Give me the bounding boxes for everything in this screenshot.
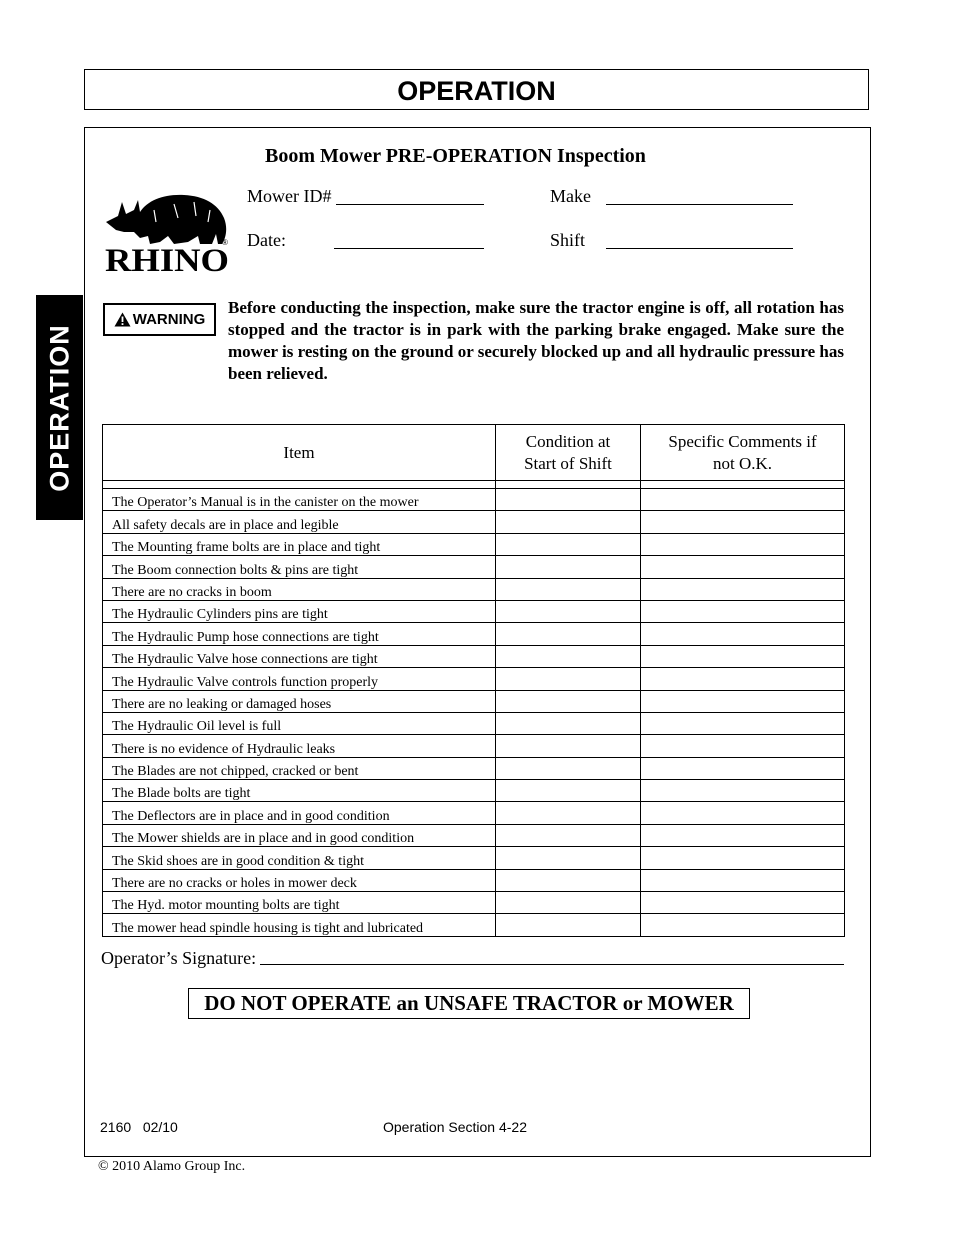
condition-cell[interactable] [496,489,641,511]
page-title: OPERATION [397,76,556,106]
checklist-item: The Blades are not chipped, cracked or bent [103,757,496,779]
shift-field-line[interactable] [606,248,793,249]
make-field-line[interactable] [606,204,793,205]
shift-label: Shift [550,230,586,250]
condition-header-line2: Start of Shift [524,453,612,473]
condition-cell[interactable] [496,533,641,555]
condition-cell[interactable] [496,869,641,891]
checklist-item: There are no cracks in boom [103,578,496,600]
checklist-item: There are no leaking or damaged hoses [103,690,496,712]
comments-cell[interactable] [641,892,845,914]
checklist-item: The Mower shields are in place and in good condition [103,824,496,846]
condition-cell[interactable] [496,556,641,578]
comments-cell[interactable] [641,489,845,511]
checklist-item: The Deflectors are in place and in good condition [103,802,496,824]
checklist-item: The Operator’s Manual is in the canister on the mower [103,489,496,511]
table-row [103,869,845,891]
condition-cell[interactable] [496,645,641,667]
side-tab-label: OPERATION [44,323,74,492]
warning-triangle-icon [114,312,131,327]
checklist-item: The Blade bolts are tight [103,780,496,802]
comments-cell[interactable] [641,802,845,824]
comments-cell[interactable] [641,690,845,712]
comments-cell[interactable] [641,645,845,667]
checklist-item: The Boom connection bolts & pins are tight [103,556,496,578]
condition-cell[interactable] [496,802,641,824]
table-row [103,489,845,511]
condition-cell[interactable] [496,780,641,802]
comments-cell[interactable] [641,847,845,869]
condition-cell[interactable] [496,668,641,690]
table-row [103,578,845,600]
warning-badge-label: WARNING [132,311,206,328]
comments-cell[interactable] [641,623,845,645]
column-header-item: Item [103,425,496,481]
comments-cell[interactable] [641,735,845,757]
table-row [103,757,845,779]
comments-cell[interactable] [641,757,845,779]
checklist-item: The Hydraulic Pump hose connections are tight [103,623,496,645]
checklist-item: There are no cracks or holes in mower deck [103,869,496,891]
table-row [103,802,845,824]
comments-header-line1: Specific Comments if [668,431,817,451]
table-row [103,600,845,622]
operator-signature-label: Operator’s Signature: [101,948,257,968]
rhino-silhouette-icon [106,195,226,244]
form-title: Boom Mower PRE-OPERATION Inspection [265,145,646,167]
table-header-row [103,425,845,481]
condition-cell[interactable] [496,735,641,757]
condition-cell[interactable] [496,847,641,869]
footer-doc-number: 2160 02/10 [100,1119,178,1135]
make-label: Make [550,186,591,206]
condition-cell[interactable] [496,690,641,712]
column-header-comments [641,425,845,481]
condition-cell[interactable] [496,511,641,533]
comments-cell[interactable] [641,511,845,533]
inspection-checklist-table [102,424,845,937]
table-row [103,645,845,667]
comments-cell[interactable] [641,600,845,622]
table-row [103,892,845,914]
date-field-line[interactable] [334,248,484,249]
comments-cell[interactable] [641,869,845,891]
table-row [103,556,845,578]
operator-signature-line[interactable] [260,964,844,965]
table-row [103,712,845,734]
table-row [103,623,845,645]
condition-cell[interactable] [496,914,641,936]
mower-id-field-line[interactable] [336,204,484,205]
condition-header-line1: Condition at [525,431,611,451]
table-row [103,668,845,690]
date-label: Date: [247,230,286,250]
checklist-item: There is no evidence of Hydraulic leaks [103,735,496,757]
condition-cell[interactable] [496,892,641,914]
table-row [103,735,845,757]
comments-cell[interactable] [641,668,845,690]
table-row [103,511,845,533]
comments-cell[interactable] [641,556,845,578]
checklist-item: The Hydraulic Cylinders pins are tight [103,600,496,622]
unsafe-notice: DO NOT OPERATE an UNSAFE TRACTOR or MOWER [188,988,750,1019]
table-row [103,533,845,555]
table-row [103,914,845,936]
checklist-item: The Hyd. motor mounting bolts are tight [103,892,496,914]
column-header-condition [496,425,641,481]
condition-cell[interactable] [496,757,641,779]
comments-header-line2: not O.K. [712,453,773,473]
mower-id-label: Mower ID# [247,186,332,206]
rhino-logo-wordmark: RHINO [105,243,229,274]
condition-cell[interactable] [496,578,641,600]
condition-cell[interactable] [496,623,641,645]
checklist-item: The Hydraulic Valve controls function properly [103,668,496,690]
checklist-item: The Skid shoes are in good condition & tight [103,847,496,869]
footer-copyright: © 2010 Alamo Group Inc. [98,1159,246,1174]
section-side-tab [36,295,83,520]
warning-badge [103,303,216,336]
condition-cell[interactable] [496,712,641,734]
table-row [103,780,845,802]
comments-cell[interactable] [641,712,845,734]
registered-mark: ® [222,238,228,247]
table-row [103,847,845,869]
warning-text: Before conducting the inspection, make sure the tractor engine is off, all rotation has stopped and the tractor is in park with the parking brake engaged. Make sure the mower is resting on the ground or securely blocked up and all hydraulic pressure has been relieved. [228,298,844,383]
footer-section: Operation Section 4-22 [383,1119,527,1135]
rhino-logo [104,192,234,274]
comments-cell[interactable] [641,824,845,846]
comments-cell[interactable] [641,578,845,600]
comments-cell[interactable] [641,533,845,555]
condition-cell[interactable] [496,600,641,622]
comments-cell[interactable] [641,914,845,936]
checklist-item: The Hydraulic Oil level is full [103,712,496,734]
checklist-item: The mower head spindle housing is tight and lubricated [103,914,496,936]
page-header [84,69,869,110]
checklist-item: All safety decals are in place and legible [103,511,496,533]
comments-cell[interactable] [641,780,845,802]
table-spacer-row [103,481,845,489]
table-row [103,690,845,712]
checklist-item: The Mounting frame bolts are in place and tight [103,533,496,555]
table-row [103,824,845,846]
checklist-item: The Hydraulic Valve hose connections are tight [103,645,496,667]
condition-cell[interactable] [496,824,641,846]
